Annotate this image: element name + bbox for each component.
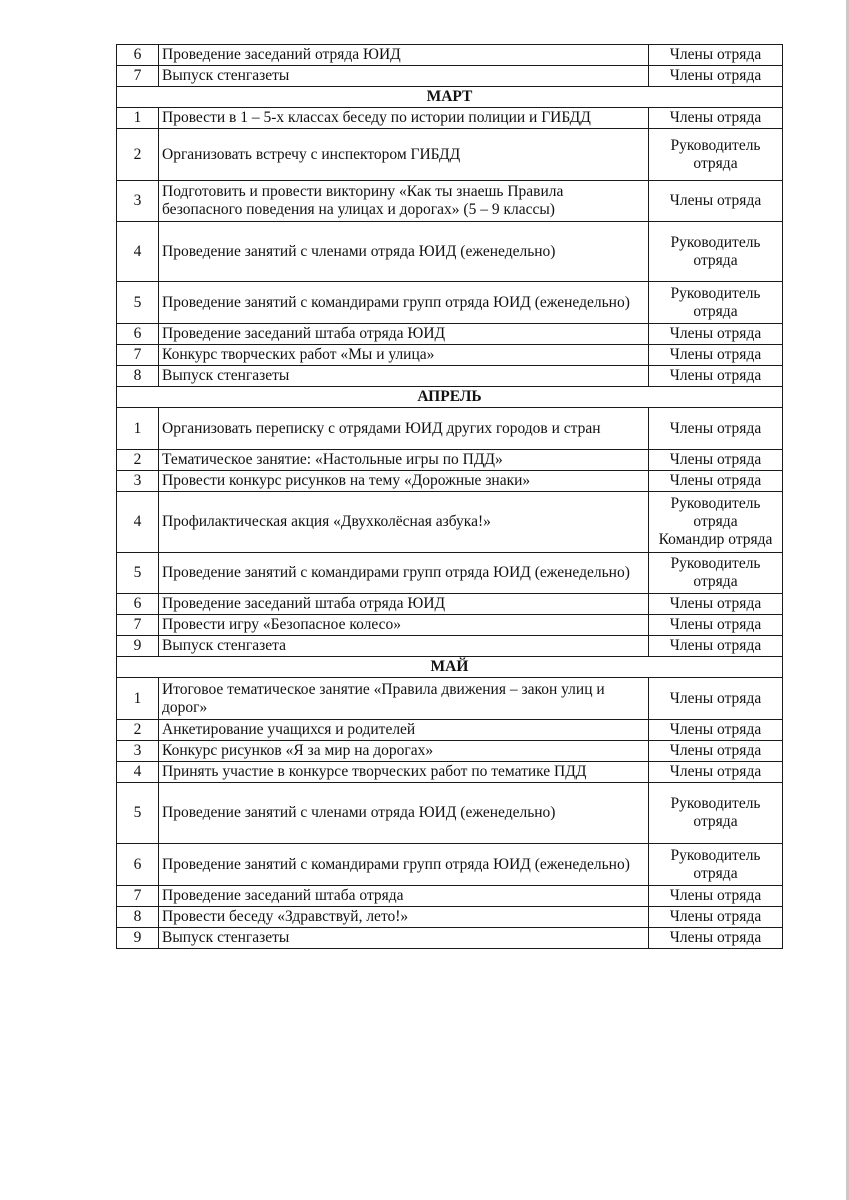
row-task: Проведение заседаний штаба отряда bbox=[159, 886, 649, 907]
row-responsible: Члены отряда bbox=[649, 181, 783, 222]
row-number: 4 bbox=[117, 222, 159, 282]
row-task: Проведение занятий с командирами групп отряда ЮИД (еженедельно) bbox=[159, 282, 649, 324]
row-task: Принять участие в конкурсе творческих работ по тематике ПДД bbox=[159, 762, 649, 783]
row-number: 3 bbox=[117, 471, 159, 492]
month-title: АПРЕЛЬ bbox=[117, 387, 783, 408]
table-row bbox=[117, 366, 783, 387]
table-row bbox=[117, 345, 783, 366]
row-responsible: Члены отряда bbox=[649, 615, 783, 636]
table-row bbox=[117, 108, 783, 129]
row-task: Проведение занятий с членами отряда ЮИД (еженедельно) bbox=[159, 222, 649, 282]
row-responsible: Члены отряда bbox=[649, 45, 783, 66]
row-task: Провести игру «Безопасное колесо» bbox=[159, 615, 649, 636]
row-number: 4 bbox=[117, 492, 159, 553]
table-row bbox=[117, 783, 783, 844]
row-number: 8 bbox=[117, 366, 159, 387]
row-responsible: Члены отряда bbox=[649, 66, 783, 87]
row-task: Выпуск стенгазеты bbox=[159, 928, 649, 949]
table-row bbox=[117, 282, 783, 324]
table-row bbox=[117, 720, 783, 741]
table-row bbox=[117, 741, 783, 762]
table-row bbox=[117, 886, 783, 907]
row-responsible: Члены отряда bbox=[649, 636, 783, 657]
month-header-may bbox=[117, 657, 783, 678]
row-task: Подготовить и провести викторину «Как ты знаешь Правила безопасного поведения на улицах и дорогах» (5 – 9 классы) bbox=[159, 181, 649, 222]
row-responsible: Члены отряда bbox=[649, 471, 783, 492]
row-responsible: Члены отряда bbox=[649, 678, 783, 720]
table-row bbox=[117, 594, 783, 615]
row-responsible: Члены отряда bbox=[649, 741, 783, 762]
row-number: 7 bbox=[117, 886, 159, 907]
row-number: 6 bbox=[117, 844, 159, 886]
row-responsible: Члены отряда bbox=[649, 108, 783, 129]
row-task: Проведение заседаний штаба отряда ЮИД bbox=[159, 594, 649, 615]
table-row bbox=[117, 615, 783, 636]
table-row bbox=[117, 66, 783, 87]
table-row bbox=[117, 129, 783, 181]
row-task: Конкурс рисунков «Я за мир на дорогах» bbox=[159, 741, 649, 762]
row-number: 3 bbox=[117, 181, 159, 222]
table-row bbox=[117, 222, 783, 282]
row-responsible: Члены отряда bbox=[649, 345, 783, 366]
table-row bbox=[117, 636, 783, 657]
table-row bbox=[117, 907, 783, 928]
row-number: 5 bbox=[117, 553, 159, 594]
row-number: 9 bbox=[117, 928, 159, 949]
row-task: Выпуск стенгазеты bbox=[159, 66, 649, 87]
row-number: 2 bbox=[117, 129, 159, 181]
row-responsible: Члены отряда bbox=[649, 450, 783, 471]
row-number: 1 bbox=[117, 678, 159, 720]
row-responsible: Руководитель отряда bbox=[649, 553, 783, 594]
row-task: Провести беседу «Здравствуй, лето!» bbox=[159, 907, 649, 928]
row-task: Организовать переписку с отрядами ЮИД других городов и стран bbox=[159, 408, 649, 450]
row-responsible: Члены отряда bbox=[649, 720, 783, 741]
row-task: Конкурс творческих работ «Мы и улица» bbox=[159, 345, 649, 366]
row-responsible: Члены отряда bbox=[649, 408, 783, 450]
table-row bbox=[117, 471, 783, 492]
row-task: Выпуск стенгазеты bbox=[159, 366, 649, 387]
table-row bbox=[117, 408, 783, 450]
row-responsible: Члены отряда bbox=[649, 928, 783, 949]
row-task: Проведение заседаний штаба отряда ЮИД bbox=[159, 324, 649, 345]
row-task: Итоговое тематическое занятие «Правила движения – закон улиц и дорог» bbox=[159, 678, 649, 720]
row-number: 8 bbox=[117, 907, 159, 928]
row-number: 1 bbox=[117, 108, 159, 129]
row-responsible: Члены отряда bbox=[649, 907, 783, 928]
row-number: 3 bbox=[117, 741, 159, 762]
row-task: Выпуск стенгазета bbox=[159, 636, 649, 657]
row-task: Проведение занятий с командирами групп отряда ЮИД (еженедельно) bbox=[159, 844, 649, 886]
row-responsible: Руководитель отряда bbox=[649, 222, 783, 282]
row-responsible: Члены отряда bbox=[649, 366, 783, 387]
row-task: Проведение занятий с членами отряда ЮИД (еженедельно) bbox=[159, 783, 649, 844]
table-row bbox=[117, 450, 783, 471]
table-row bbox=[117, 928, 783, 949]
row-number: 7 bbox=[117, 66, 159, 87]
month-title: МАРТ bbox=[117, 87, 783, 108]
row-task: Организовать встречу с инспектором ГИБДД bbox=[159, 129, 649, 181]
row-task: Провести конкурс рисунков на тему «Дорожные знаки» bbox=[159, 471, 649, 492]
table-row bbox=[117, 492, 783, 553]
row-task: Тематическое занятие: «Настольные игры по ПДД» bbox=[159, 450, 649, 471]
month-title: МАЙ bbox=[117, 657, 783, 678]
row-responsible: Члены отряда bbox=[649, 594, 783, 615]
row-number: 5 bbox=[117, 783, 159, 844]
table-row bbox=[117, 324, 783, 345]
table-row bbox=[117, 844, 783, 886]
table-row bbox=[117, 553, 783, 594]
row-responsible: Руководитель отряда bbox=[649, 844, 783, 886]
row-number: 2 bbox=[117, 720, 159, 741]
row-task: Профилактическая акция «Двухколёсная азбука!» bbox=[159, 492, 649, 553]
table-row bbox=[117, 181, 783, 222]
row-number: 6 bbox=[117, 324, 159, 345]
row-number: 5 bbox=[117, 282, 159, 324]
row-responsible: Руководитель отряда Командир отряда bbox=[649, 492, 783, 553]
row-task: Провести в 1 – 5-х классах беседу по истории полиции и ГИБДД bbox=[159, 108, 649, 129]
row-number: 6 bbox=[117, 45, 159, 66]
row-responsible: Члены отряда bbox=[649, 762, 783, 783]
row-number: 7 bbox=[117, 345, 159, 366]
row-responsible: Руководитель отряда bbox=[649, 282, 783, 324]
table-row bbox=[117, 762, 783, 783]
row-number: 4 bbox=[117, 762, 159, 783]
month-header-march bbox=[117, 87, 783, 108]
row-responsible: Члены отряда bbox=[649, 324, 783, 345]
row-responsible: Руководитель отряда bbox=[649, 783, 783, 844]
row-task: Анкетирование учащихся и родителей bbox=[159, 720, 649, 741]
row-responsible: Руководитель отряда bbox=[649, 129, 783, 181]
row-number: 1 bbox=[117, 408, 159, 450]
table-row bbox=[117, 678, 783, 720]
row-number: 2 bbox=[117, 450, 159, 471]
row-number: 9 bbox=[117, 636, 159, 657]
row-number: 6 bbox=[117, 594, 159, 615]
row-responsible: Члены отряда bbox=[649, 886, 783, 907]
month-header-april bbox=[117, 387, 783, 408]
table-row bbox=[117, 45, 783, 66]
row-task: Проведение занятий с командирами групп отряда ЮИД (еженедельно) bbox=[159, 553, 649, 594]
row-number: 7 bbox=[117, 615, 159, 636]
row-task: Проведение заседаний отряда ЮИД bbox=[159, 45, 649, 66]
activity-plan-table bbox=[116, 44, 783, 949]
